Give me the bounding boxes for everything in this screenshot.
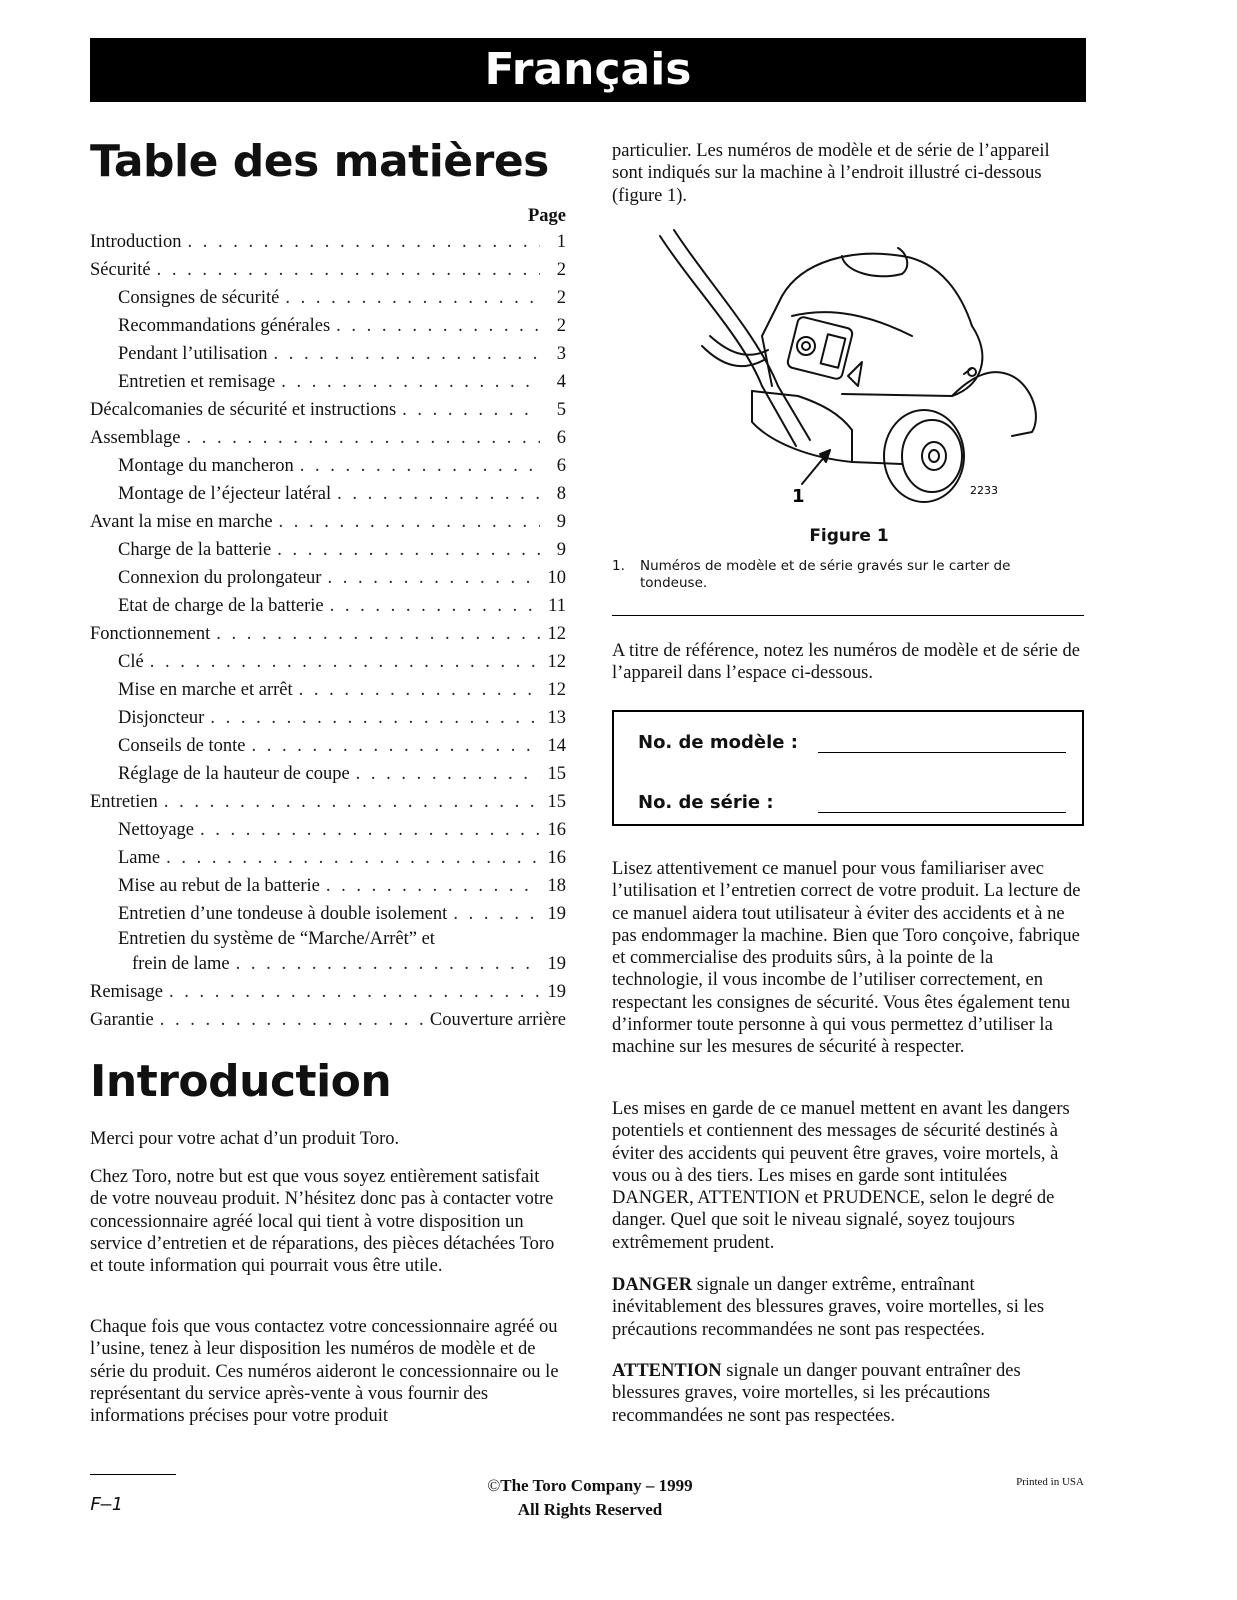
model-number-row — [638, 732, 1066, 753]
toc-entry[interactable] — [90, 872, 566, 900]
toc-entry-label: Remisage — [90, 982, 163, 1002]
page-number: F–1 — [90, 1494, 123, 1515]
figure-note-text: Numéros de modèle et de série gravés sur le carter de tondeuse. — [640, 558, 1011, 591]
toc-entry-label: Clé — [118, 652, 144, 672]
toc-entry-page: 12 — [547, 652, 566, 672]
toc-entry[interactable] — [90, 900, 566, 928]
intro-paragraph-2: Chez Toro, notre but est que vous soyez entièrement satisfait de votre nouveau produit. N’hésitez donc pas à contacter votre concessionnaire agréé local qui tient à votre disposition un service d’entretien et de réparations, des pièces détachées Toro et toute information qui pourrait vous être utile. — [90, 1167, 555, 1277]
toc-leader-dots — [160, 1006, 424, 1034]
toc-tail-entries — [90, 978, 566, 1034]
toc-page-header: Page — [527, 206, 566, 226]
toc-entry-label: Consignes de sécurité — [118, 288, 280, 308]
danger-text: signale un danger extrême, entraînant inévitablement des blessures graves, voire mortelles, si les précautions recommandées ne sont pas respectées. — [612, 1275, 1045, 1340]
toc-leader-dots — [326, 872, 540, 900]
toc-entry-label: Avant la mise en marche — [90, 512, 273, 532]
toc-leader-dots — [236, 950, 540, 978]
toc-entry-label: Garantie — [90, 1010, 154, 1030]
toc-leader-dots — [277, 536, 540, 564]
toc-entry[interactable] — [90, 760, 566, 788]
serial-number-label: No. de série : — [638, 792, 774, 813]
toc-leader-dots — [453, 900, 540, 928]
toc-leader-dots — [216, 620, 540, 648]
toc-entry-page: 2 — [556, 288, 566, 308]
toc-leader-dots — [356, 760, 540, 788]
intro-paragraph-1: Merci pour votre achat d’un produit Toro. — [90, 1129, 400, 1149]
copyright-text: The Toro Company – 1999 — [500, 1476, 693, 1495]
toc-leader-dots — [337, 480, 540, 508]
toc-entry[interactable] — [90, 676, 566, 704]
toc-entry-label: Recommandations générales — [118, 316, 331, 336]
toc-entry-page: 9 — [556, 540, 566, 560]
serial-record-box — [612, 710, 1084, 826]
toc-entry[interactable] — [90, 312, 566, 340]
toc-entry[interactable] — [90, 424, 566, 452]
toc-entry-page: Couverture arrière — [429, 1010, 566, 1030]
toc-leader-dots — [285, 284, 540, 312]
toc-entry[interactable] — [90, 704, 566, 732]
toc-entry-label: Réglage de la hauteur de coupe — [118, 764, 350, 784]
introduction-title: Introduction — [90, 1056, 392, 1107]
toc-entry-page: 12 — [547, 680, 566, 700]
copyright-block — [420, 1474, 760, 1522]
toc-entry-label: Entretien et remisage — [118, 372, 276, 392]
toc-entry-label: Montage du mancheron — [118, 456, 294, 476]
toc-entry[interactable] — [90, 1006, 566, 1034]
toc-leader-dots — [330, 592, 540, 620]
toc-entry-page: 10 — [547, 568, 566, 588]
rights-text: All Rights Reserved — [517, 1500, 663, 1519]
toc-entry-label-line2: frein de lame — [132, 954, 230, 974]
toc-entry[interactable] — [90, 480, 566, 508]
toc-title: Table des matières — [90, 136, 549, 187]
mower-drawing — [612, 226, 1086, 516]
toc-entry-page: 2 — [556, 316, 566, 336]
toc-entry-label: Montage de l’éjecteur latéral — [118, 484, 332, 504]
toc-entry-two-line[interactable] — [90, 928, 566, 978]
toc-entry[interactable] — [90, 844, 566, 872]
toc-leader-dots — [200, 816, 540, 844]
attention-term: ATTENTION — [612, 1361, 722, 1381]
toc-entry[interactable] — [90, 396, 566, 424]
toc-entry-label: Connexion du prolongateur — [118, 568, 322, 588]
toc-entry-label: Pendant l’utilisation — [118, 344, 268, 364]
toc-leader-dots — [169, 978, 540, 1006]
figure-art-number: 2233 — [970, 484, 998, 497]
toc-entry[interactable] — [90, 228, 566, 256]
toc-entry-page: 6 — [556, 428, 566, 448]
table-of-contents — [90, 200, 566, 1034]
toc-entry[interactable] — [90, 256, 566, 284]
toc-entry[interactable] — [90, 340, 566, 368]
toc-entry-page: 11 — [548, 596, 566, 616]
toc-entry[interactable] — [90, 508, 566, 536]
toc-leader-dots — [300, 452, 540, 480]
toc-leader-dots — [279, 508, 540, 536]
toc-leader-dots — [187, 228, 540, 256]
toc-entry[interactable] — [90, 592, 566, 620]
toc-entry-page: 9 — [556, 512, 566, 532]
toc-leader-dots — [402, 396, 540, 424]
intro-paragraph-3: Chaque fois que vous contactez votre concessionnaire agréé ou l’usine, tenez à leur disposition les numéros de modèle et de série du produit. Ces numéros aideront le concessionnaire ou le représentant du service après-vente à vous fournir des informations précises pour votre produit — [90, 1317, 559, 1427]
warnings-paragraph: Les mises en garde de ce manuel mettent en avant les dangers potentiels et contiennent des messages de sécurité destinés à éviter des accidents qui peuvent être graves, voire mortels, à vous ou à des tiers. Les mises en garde sont intitulées DANGER, ATTENTION et PRUDENCE, selon le degré de danger. Quel que soit le niveau signalé, soyez toujours extrêmement prudent. — [612, 1099, 1070, 1253]
toc-entry-label: Disjoncteur — [118, 708, 205, 728]
intro-paragraph-3-continued: particulier. Les numéros de modèle et de série de l’appareil sont indiqués sur la machine à l’endroit illustré ci-dessous (figure 1). — [612, 141, 1050, 206]
read-manual-paragraph: Lisez attentivement ce manuel pour vous familiariser avec l’utilisation et l’entretien correct de votre produit. La lecture de ce manuel aidera tout utilisateur à éviter des accidents et à ne pas endommager la machine. Bien que Toro conçoive, fabrique et commercialise des produits sûrs, à la pointe de la technologie, il vous incombe de l’utiliser correctement, en respectant les consignes de sécurité. Vous êtes également tenu d’informer toute personne à qui vous permettez d’utiliser la machine sur les mesures de sécurité à respecter. — [612, 859, 1081, 1058]
toc-entry[interactable] — [90, 648, 566, 676]
toc-entry-page: 15 — [547, 792, 566, 812]
toc-entry-page: 19 — [547, 904, 566, 924]
toc-leader-dots — [166, 844, 540, 872]
toc-entry-page: 4 — [556, 372, 566, 392]
toc-leader-dots — [150, 648, 540, 676]
toc-leader-dots — [164, 788, 540, 816]
toc-entry-page: 16 — [547, 820, 566, 840]
toc-entry-page: 8 — [556, 484, 566, 504]
figure-note-number: 1. — [612, 558, 625, 574]
toc-entry-page: 5 — [556, 400, 566, 420]
printed-in: Printed in USA — [1016, 1476, 1084, 1488]
toc-entry-page: 19 — [547, 954, 566, 974]
reference-paragraph: A titre de référence, notez les numéros de modèle et de série de l’appareil dans l’espace ci-dessous. — [612, 641, 1080, 684]
figure-callout-1: 1 — [792, 486, 805, 507]
toc-entry-label: Entretien d’une tondeuse à double isolement — [118, 904, 448, 924]
toc-leader-dots — [186, 424, 540, 452]
toc-leader-dots — [336, 312, 540, 340]
toc-entry-label: Lame — [118, 848, 161, 868]
toc-entry-page: 1 — [556, 232, 566, 252]
toc-entry[interactable] — [90, 536, 566, 564]
figure-caption: Figure 1 — [809, 526, 889, 546]
toc-entry-label: Nettoyage — [118, 820, 195, 840]
toc-entry-page: 16 — [547, 848, 566, 868]
toc-entry-page: 18 — [547, 876, 566, 896]
toc-entry[interactable] — [90, 788, 566, 816]
toc-entry[interactable] — [90, 978, 566, 1006]
toc-entry-label: Charge de la batterie — [118, 540, 272, 560]
toc-entry-page: 6 — [556, 456, 566, 476]
toc-entry-label: Mise en marche et arrêt — [118, 680, 293, 700]
toc-entry[interactable] — [90, 564, 566, 592]
toc-entry[interactable] — [90, 816, 566, 844]
figure-1-mower-illustration — [612, 226, 1086, 516]
attention-paragraph — [612, 1360, 1082, 1427]
toc-entry-label: Sécurité — [90, 260, 151, 280]
toc-leader-dots — [210, 704, 540, 732]
section-divider — [612, 615, 1084, 616]
toc-entry-page: 12 — [547, 624, 566, 644]
copyright-symbol: © — [487, 1476, 501, 1495]
danger-paragraph — [612, 1274, 1082, 1341]
toc-entry-page: 15 — [547, 764, 566, 784]
toc-entry[interactable] — [90, 620, 566, 648]
language-banner: Français — [90, 38, 1086, 102]
toc-entry-label: Introduction — [90, 232, 182, 252]
toc-entry-label: Assemblage — [90, 428, 181, 448]
toc-entry-page: 2 — [556, 260, 566, 280]
model-number-label: No. de modèle : — [638, 732, 798, 753]
toc-entry[interactable] — [90, 284, 566, 312]
toc-leader-dots — [327, 564, 540, 592]
toc-entry-label: Etat de charge de la batterie — [118, 596, 324, 616]
serial-number-row — [638, 792, 1066, 813]
toc-entry[interactable] — [90, 368, 566, 396]
toc-entry[interactable] — [90, 732, 566, 760]
toc-entry-label: Mise au rebut de la batterie — [118, 876, 320, 896]
toc-entry-label: Entretien — [90, 792, 158, 812]
toc-entry-label: Conseils de tonte — [118, 736, 246, 756]
attention-text: signale un danger pouvant entraîner des blessures graves, voire mortelles, si les précautions recommandées ne sont pas respectées. — [612, 1361, 1021, 1426]
toc-leader-dots — [299, 676, 540, 704]
toc-leader-dots — [281, 368, 540, 396]
model-number-blank[interactable] — [818, 738, 1066, 753]
toc-leader-dots — [157, 256, 540, 284]
toc-entry-page: 19 — [547, 982, 566, 1002]
serial-number-blank[interactable] — [818, 798, 1066, 813]
danger-term: DANGER — [612, 1275, 693, 1295]
toc-entry[interactable] — [90, 452, 566, 480]
footer-rule — [90, 1474, 176, 1475]
toc-entry-label: Décalcomanies de sécurité et instructions — [90, 400, 397, 420]
figure-note — [612, 558, 1042, 592]
toc-entries — [90, 228, 566, 928]
toc-leader-dots — [274, 340, 540, 368]
toc-entry-page: 14 — [547, 736, 566, 756]
toc-entry-label-line1: Entretien du système de “Marche/Arrêt” et — [118, 929, 435, 949]
toc-entry-page: 3 — [556, 344, 566, 364]
toc-entry-page: 13 — [547, 708, 566, 728]
toc-leader-dots — [251, 732, 540, 760]
toc-entry-label: Fonctionnement — [90, 624, 211, 644]
